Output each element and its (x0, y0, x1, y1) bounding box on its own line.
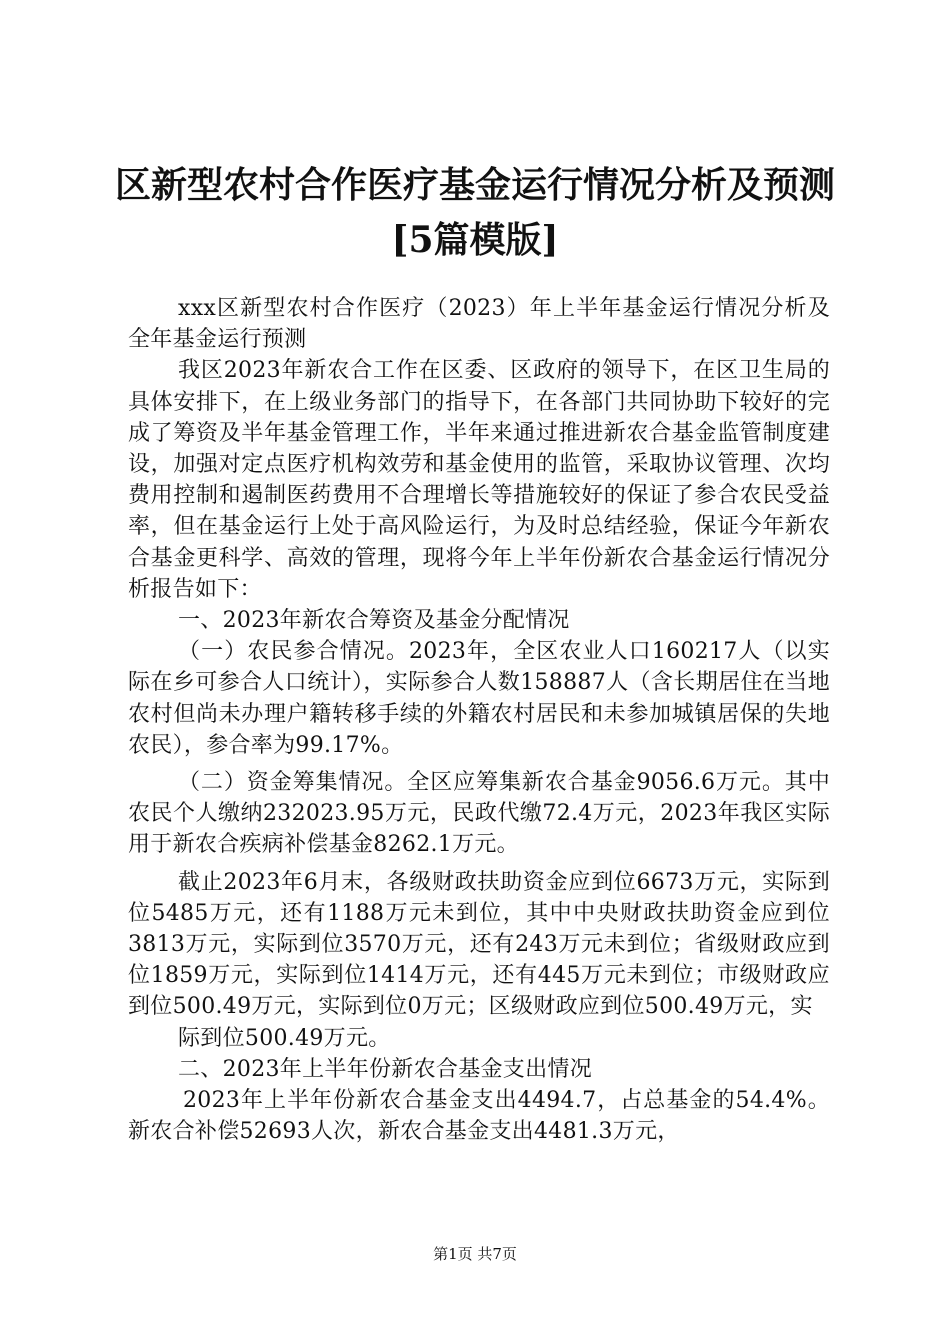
document-title-line-2: [5篇模版] (391, 219, 559, 261)
section-heading-2: 二、2023年上半年份新农合基金支出情况 (178, 1056, 592, 1082)
page-footer: 第1页 共7页 (433, 1245, 517, 1263)
paragraph-financial-aid-end: 际到位500.49万元。 (178, 1025, 391, 1051)
paragraph-expenditure: 2023年上半年份新农合基金支出4494.7，占总基金的54.4%。新农合补偿52693人次，新农合基金支出4481.3万元， (128, 1088, 830, 1145)
paragraph-intro: 我区2023年新农合工作在区委、区政府的领导下，在区卫生局的具体安排下，在上级业务部门的指导下，在各部门共同协助下较好的完成了筹资及半年基金管理工作，半年来通过推进新农合基金监管制度建设，加强对定点医疗机构效劳和基金使用的监管，采取协议管理、次均费用控制和遏制医药费用不合理增长等措施较好的保证了参合农民受益率，但在基金运行上处于高风险运行，为及时总结经验，保证今年新农合基金更科学、高效的管理，现将今年上半年份新农合基金运行情况分析报告如下： (128, 358, 830, 602)
section-heading-1: 一、2023年新农合筹资及基金分配情况 (178, 608, 570, 634)
paragraph-financial-aid: 截止2023年6月末，各级财政扶助资金应到位6673万元，实际到位5485万元，还有1188万元未到位，其中中央财政扶助资金应到位3813万元，实际到位3570万元，还有243万元未到位；省级财政应到位1859万元，实际到位1414万元，还有445万元未到位；市级财政应到位500.49万元，实际到位0万元；区级财政应到位500.49万元，实 (128, 869, 830, 1020)
paragraph-subtitle: xxx区新型农村合作医疗（2023）年上半年基金运行情况分析及全年基金运行预测 (128, 296, 830, 353)
document-body (128, 293, 830, 1147)
paragraph-funding: （二）资金筹集情况。全区应筹集新农合基金9056.6万元。其中农民个人缴纳232023.95万元，民政代缴72.4万元，2023年我区实际用于新农合疾病补偿基金8262.1万元。 (128, 770, 830, 858)
paragraph-participation: （一）农民参合情况。2023年，全区农业人口160217人（以实际在乡可参合人口统计），实际参合人数158887人（含长期居住在当地农村但尚未办理户籍转移手续的外籍农村居民和未参加城镇居保的失地农民），参合率为99.17%。 (128, 639, 830, 758)
document-title-line-1: 区新型农村合作医疗基金运行情况分析及预测 (114, 164, 835, 206)
